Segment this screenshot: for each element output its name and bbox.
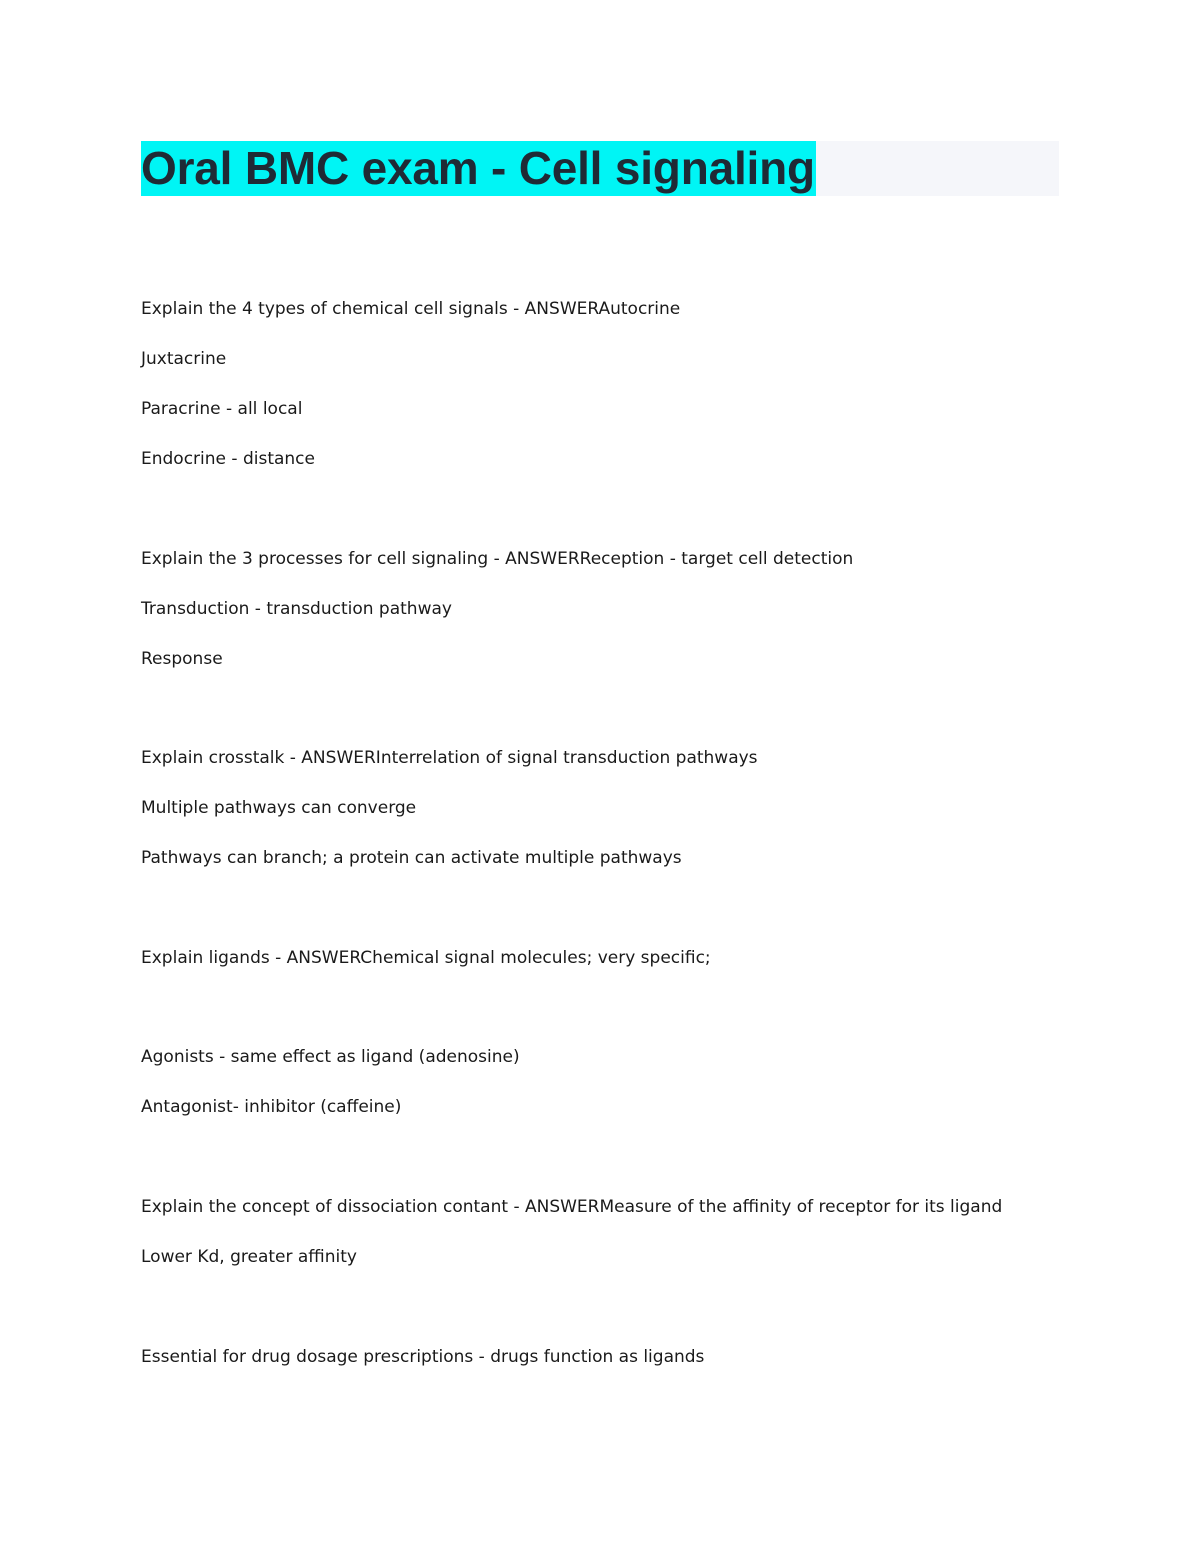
answer-line-converge: Multiple pathways can converge (141, 798, 417, 818)
question-signaling-processes: Explain the 3 processes for cell signaling - ANSWERReception - target cell detection (141, 549, 854, 569)
page-title: Oral BMC exam - Cell signaling (141, 142, 815, 194)
answer-line-agonists: Agonists - same effect as ligand (adenosine) (141, 1047, 520, 1067)
answer-line-branch: Pathways can branch; a protein can activate multiple pathways (141, 848, 682, 868)
question-dissociation-constant: Explain the concept of dissociation contant - ANSWERMeasure of the affinity of receptor for its ligand (141, 1197, 1003, 1217)
answer-line-paracrine: Paracrine - all local (141, 399, 303, 419)
answer-line-transduction: Transduction - transduction pathway (141, 599, 452, 619)
question-crosstalk: Explain crosstalk - ANSWERInterrelation of signal transduction pathways (141, 748, 758, 768)
answer-line-response: Response (141, 649, 223, 669)
question-ligands: Explain ligands - ANSWERChemical signal molecules; very specific; (141, 948, 711, 968)
answer-line-endocrine: Endocrine - distance (141, 449, 315, 469)
answer-line-lower-kd: Lower Kd, greater affinity (141, 1247, 357, 1267)
answer-line-antagonist: Antagonist- inhibitor (caffeine) (141, 1097, 402, 1117)
answer-line-drug-dosage: Essential for drug dosage prescriptions - drugs function as ligands (141, 1347, 705, 1367)
question-signal-types: Explain the 4 types of chemical cell signals - ANSWERAutocrine (141, 299, 681, 319)
answer-line-juxtacrine: Juxtacrine (141, 349, 227, 369)
